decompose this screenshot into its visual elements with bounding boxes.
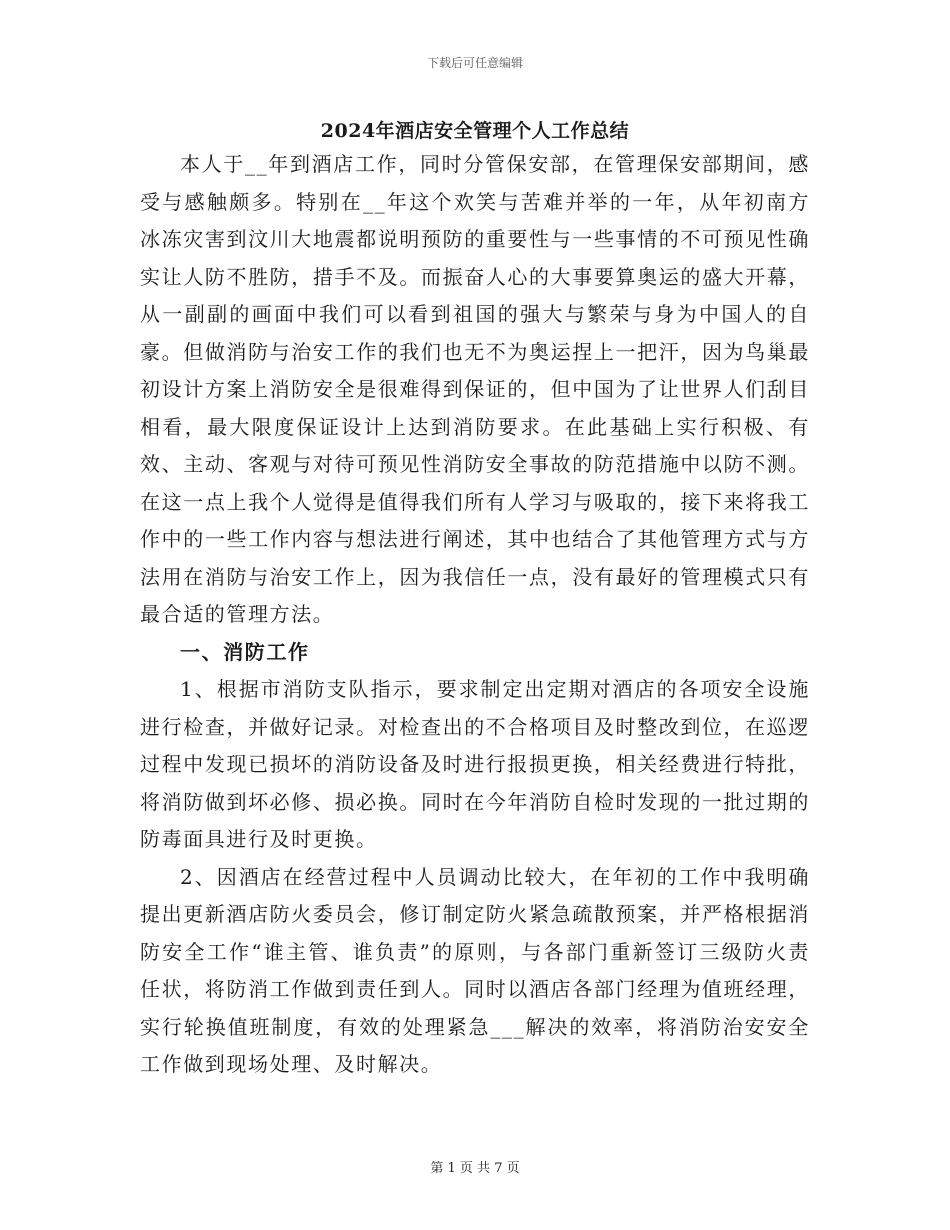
document-body bbox=[140, 146, 810, 1084]
document-title: 2024年酒店安全管理个人工作总结 bbox=[320, 120, 630, 142]
body-paragraph: 1、根据市消防支队指示，要求制定出定期对酒店的各项安全设施进行检查，并做好记录。对检查出的不合格项目及时整改到位，在巡逻过程中发现已损坏的消防设备及时进行报损更换，相关经费进行特批，将消防做到坏必修、损必换。同时在今年消防自检时发现的一批过期的防毒面具进行及时更换。 bbox=[140, 677, 810, 851]
header-note: 下载后可任意编辑 bbox=[426, 56, 523, 70]
section-heading: 一、消防工作 bbox=[180, 639, 310, 664]
body-paragraph: 2、因酒店在经营过程中人员调动比较大，在年初的工作中我明确提出更新酒店防火委员会，修订制定防火紧急疏散预案，并严格根据消防安全工作“谁主管、谁负责”的原则，与各部门重新签订三级防火责任状，将防消工作做到责任到人。同时以酒店各部门经理为值班经理，实行轮换值班制度，有效的处理紧急___解决的效率，将消防治安安全工作做到现场处理、及时解决。 bbox=[140, 864, 810, 1076]
page-indicator: 第 1 页 共 7 页 bbox=[430, 1161, 520, 1176]
intro-paragraph: 本人于__年到酒店工作，同时分管保安部，在管理保安部期间，感受与感触颇多。特别在__年这个欢笑与苦难并举的一年，从年初南方冰冻灾害到汶川大地震都说明预防的重要性与一些事情的不可预见性确实让人防不胜防，措手不及。而振奋人心的大事要算奥运的盛大开幕，从一副副的画面中我们可以看到祖国的强大与繁荣与身为中国人的自豪。但做消防与治安工作的我们也无不为奥运捏上一把汗，因为鸟巢最初设计方案上消防安全是很难得到保证的，但中国为了让世界人们刮目相看，最大限度保证设计上达到消防要求。在此基础上实行积极、有效、主动、客观与对待可预见性消防安全事故的防范措施中以防不测。在这一点上我个人觉得是值得我们所有人学习与吸取的，接下来将我工作中的一些工作内容与想法进行阐述，其中也结合了其他管理方式与方法用在消防与治安工作上，因为我信任一点，没有最好的管理模式只有最合适的管理方法。 bbox=[140, 152, 810, 626]
